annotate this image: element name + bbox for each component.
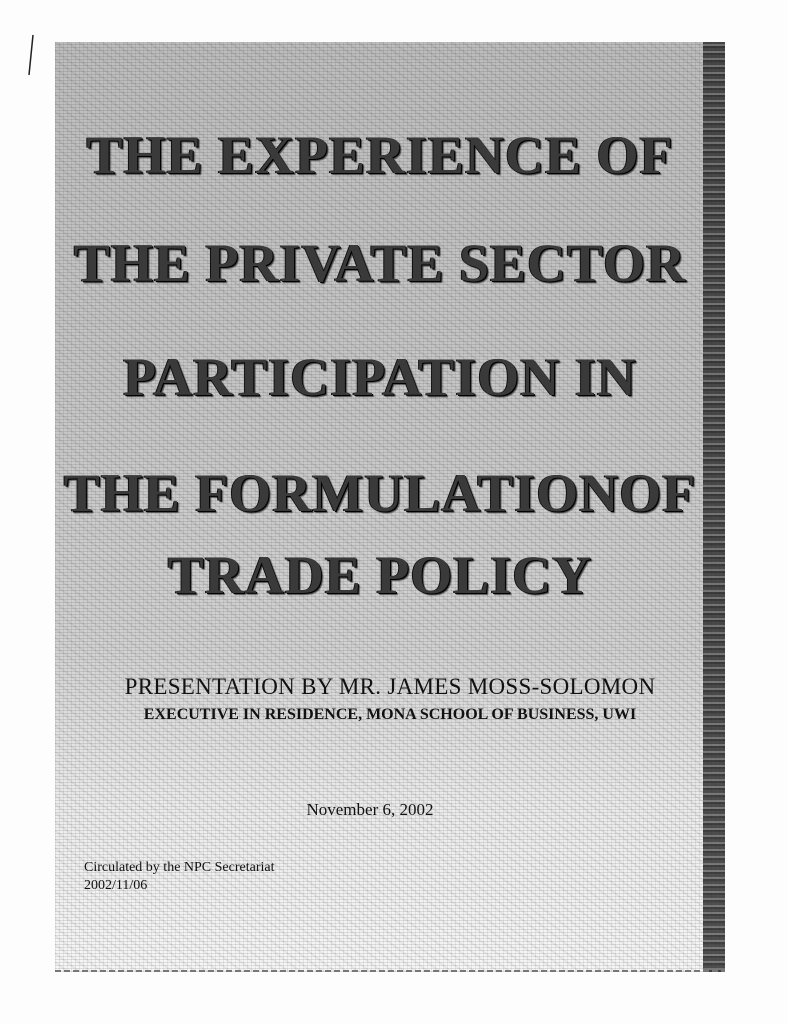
presenter-line: PRESENTATION BY MR. JAMES MOSS-SOLOMON bbox=[124, 674, 656, 699]
scan-dark-edge bbox=[703, 42, 725, 972]
title-line-4: THE FORMULATIONOF bbox=[63, 463, 697, 523]
title-line-5: TRADE POLICY bbox=[167, 545, 593, 605]
circulation-line: Circulated by the NPC Secretariat bbox=[84, 860, 275, 875]
pen-mark bbox=[28, 34, 34, 76]
title-line-3: PARTICIPATION IN bbox=[123, 347, 637, 407]
title-line-2: THE PRIVATE SECTOR bbox=[73, 233, 687, 293]
title-line-1: THE EXPERIENCE OF bbox=[86, 125, 674, 185]
circulation-note bbox=[84, 859, 275, 894]
affiliation-line: EXECUTIVE IN RESIDENCE, MONA SCHOOL OF BUSINESS, UWI bbox=[143, 706, 637, 723]
circulation-date: 2002/11/06 bbox=[84, 877, 148, 893]
presentation-date: November 6, 2002 bbox=[306, 800, 434, 819]
scan-bottom-edge bbox=[55, 970, 725, 972]
